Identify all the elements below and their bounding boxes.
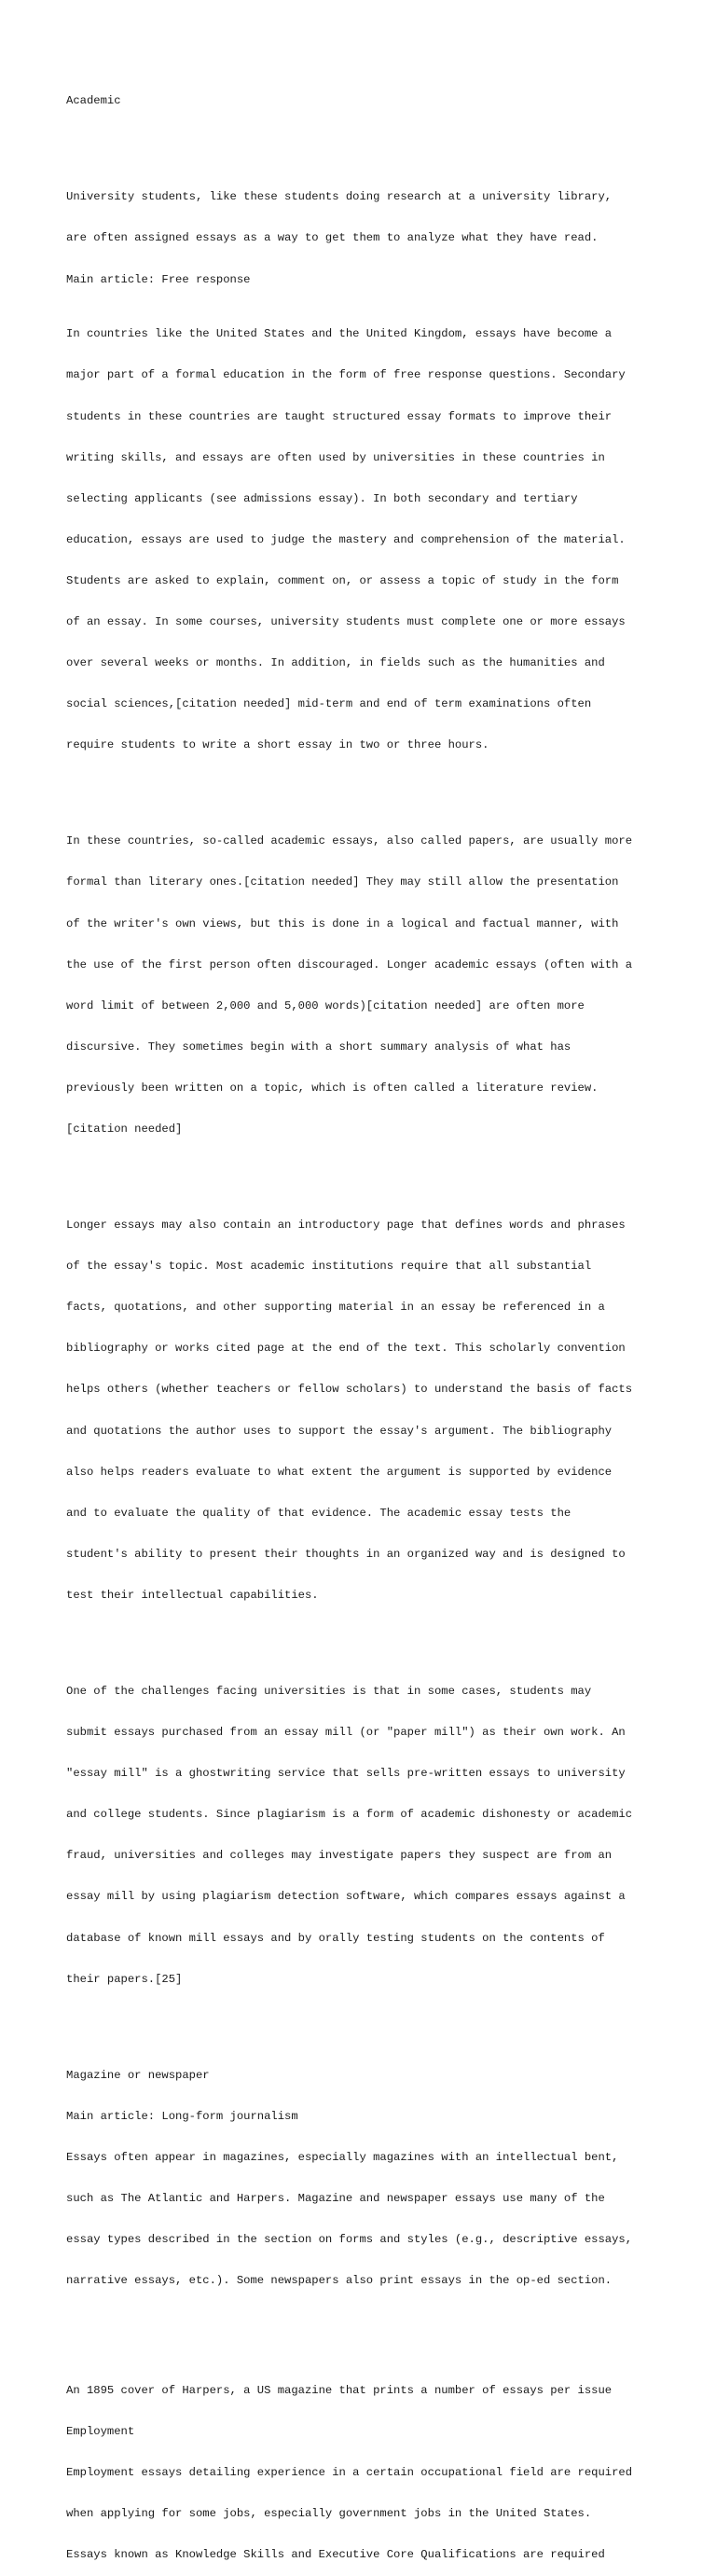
main-article-note-longform: Main article: Long-form journalism xyxy=(66,2109,298,2123)
paragraph-line: essay mill by using plagiarism detection software, which compares essays against a xyxy=(66,1890,626,1904)
paragraph-line: fraud, universities and colleges may investigate papers they suspect are from an xyxy=(66,1849,613,1863)
paragraph-line: and college students. Since plagiarism is a form of academic dishonesty or academic xyxy=(66,1808,633,1822)
paragraph-line: the use of the first person often discouraged. Longer academic essays (often with a xyxy=(66,957,633,971)
paragraph-line: test their intellectual capabilities. xyxy=(66,1589,319,1602)
paragraph-line: narrative essays, etc.). Some newspapers also print essays in the op-ed section. xyxy=(66,2274,613,2288)
paragraph-line: education, essays are used to judge the mastery and comprehension of the material. xyxy=(66,532,626,546)
paragraph-line: require students to write a short essay in two or three hours. xyxy=(66,738,489,752)
section-heading-academic: Academic xyxy=(66,94,121,108)
paragraph-line: Essays known as Knowledge Skills and Executive Core Qualifications are required xyxy=(66,2548,605,2562)
paragraph-line: helps others (whether teachers or fellow scholars) to understand the basis of facts xyxy=(66,1383,633,1397)
paragraph-line: their papers.[25] xyxy=(66,1972,183,1986)
paragraph-line: such as The Atlantic and Harpers. Magazine and newspaper essays use many of the xyxy=(66,2191,605,2205)
paragraph-line: bibliography or works cited page at the end of the text. This scholarly convention xyxy=(66,1342,626,1356)
paragraph-line: over several weeks or months. In addition, in fields such as the humanities and xyxy=(66,656,605,670)
document-body xyxy=(66,67,663,2576)
paragraph-line: One of the challenges facing universities is that in some cases, students may xyxy=(66,1684,592,1698)
paragraph-line: previously been written on a topic, which is often called a literature review. xyxy=(66,1081,599,1095)
paragraph-line: student's ability to present their thoughts in an organized way and is designed to xyxy=(66,1547,626,1561)
paragraph-line: word limit of between 2,000 and 5,000 words)[citation needed] are often more xyxy=(66,999,585,1012)
paragraph-line: [citation needed] xyxy=(66,1123,183,1136)
paragraph-line: "essay mill" is a ghostwriting service that sells pre-written essays to university xyxy=(66,1767,626,1781)
image-caption-library-line: University students, like these students doing research at a university library, xyxy=(66,190,613,204)
paragraph-line: In countries like the United States and the United Kingdom, essays have become a xyxy=(66,327,613,341)
paragraph-line: students in these countries are taught structured essay formats to improve their xyxy=(66,409,613,423)
paragraph-line: writing skills, and essays are often used by universities in these countries in xyxy=(66,450,605,464)
paragraph-line: formal than literary ones.[citation needed] They may still allow the presentation xyxy=(66,875,619,889)
paragraph-line: Employment essays detailing experience in a certain occupational field are required xyxy=(66,2465,633,2479)
paragraph-line: of the essay's topic. Most academic institutions require that all substantial xyxy=(66,1260,592,1274)
paragraph-line: of the writer's own views, but this is done in a logical and factual manner, with xyxy=(66,916,619,930)
paragraph-line: of an essay. In some courses, university students must complete one or more essays xyxy=(66,615,626,629)
paragraph-line: major part of a formal education in the form of free response questions. Secondary xyxy=(66,368,626,382)
paragraph-line: database of known mill essays and by orally testing students on the contents of xyxy=(66,1931,605,1945)
paragraph-line: Essays often appear in magazines, especially magazines with an intellectual bent, xyxy=(66,2150,619,2164)
image-caption-harpers: An 1895 cover of Harpers, a US magazine that prints a number of essays per issue xyxy=(66,2383,613,2397)
paragraph-line: social sciences,[citation needed] mid-term and end of term examinations often xyxy=(66,697,592,711)
paragraph-line: also helps readers evaluate to what extent the argument is supported by evidence xyxy=(66,1465,613,1479)
section-heading-magazine: Magazine or newspaper xyxy=(66,2068,210,2082)
paragraph-line: selecting applicants (see admissions essay). In both secondary and tertiary xyxy=(66,491,578,505)
main-article-note-free-response: Main article: Free response xyxy=(66,272,251,286)
paragraph-line: submit essays purchased from an essay mill (or "paper mill") as their own work. An xyxy=(66,1726,626,1740)
paragraph-line: In these countries, so-called academic essays, also called papers, are usually more xyxy=(66,834,633,848)
paragraph-line: and to evaluate the quality of that evidence. The academic essay tests the xyxy=(66,1506,571,1520)
paragraph-line: Students are asked to explain, comment on, or assess a topic of study in the form xyxy=(66,574,619,587)
image-caption-library-line: are often assigned essays as a way to get them to analyze what they have read. xyxy=(66,231,599,245)
paragraph-line: essay types described in the section on forms and styles (e.g., descriptive essays, xyxy=(66,2233,633,2247)
paragraph-line: when applying for some jobs, especially government jobs in the United States. xyxy=(66,2507,592,2521)
paragraph-line: discursive. They sometimes begin with a short summary analysis of what has xyxy=(66,1040,571,1054)
paragraph-line: and quotations the author uses to support the essay's argument. The bibliography xyxy=(66,1424,613,1438)
section-heading-employment: Employment xyxy=(66,2424,135,2438)
paragraph-line: Longer essays may also contain an introductory page that defines words and phrases xyxy=(66,1219,626,1233)
paragraph-line: facts, quotations, and other supporting material in an essay be referenced in a xyxy=(66,1301,605,1315)
